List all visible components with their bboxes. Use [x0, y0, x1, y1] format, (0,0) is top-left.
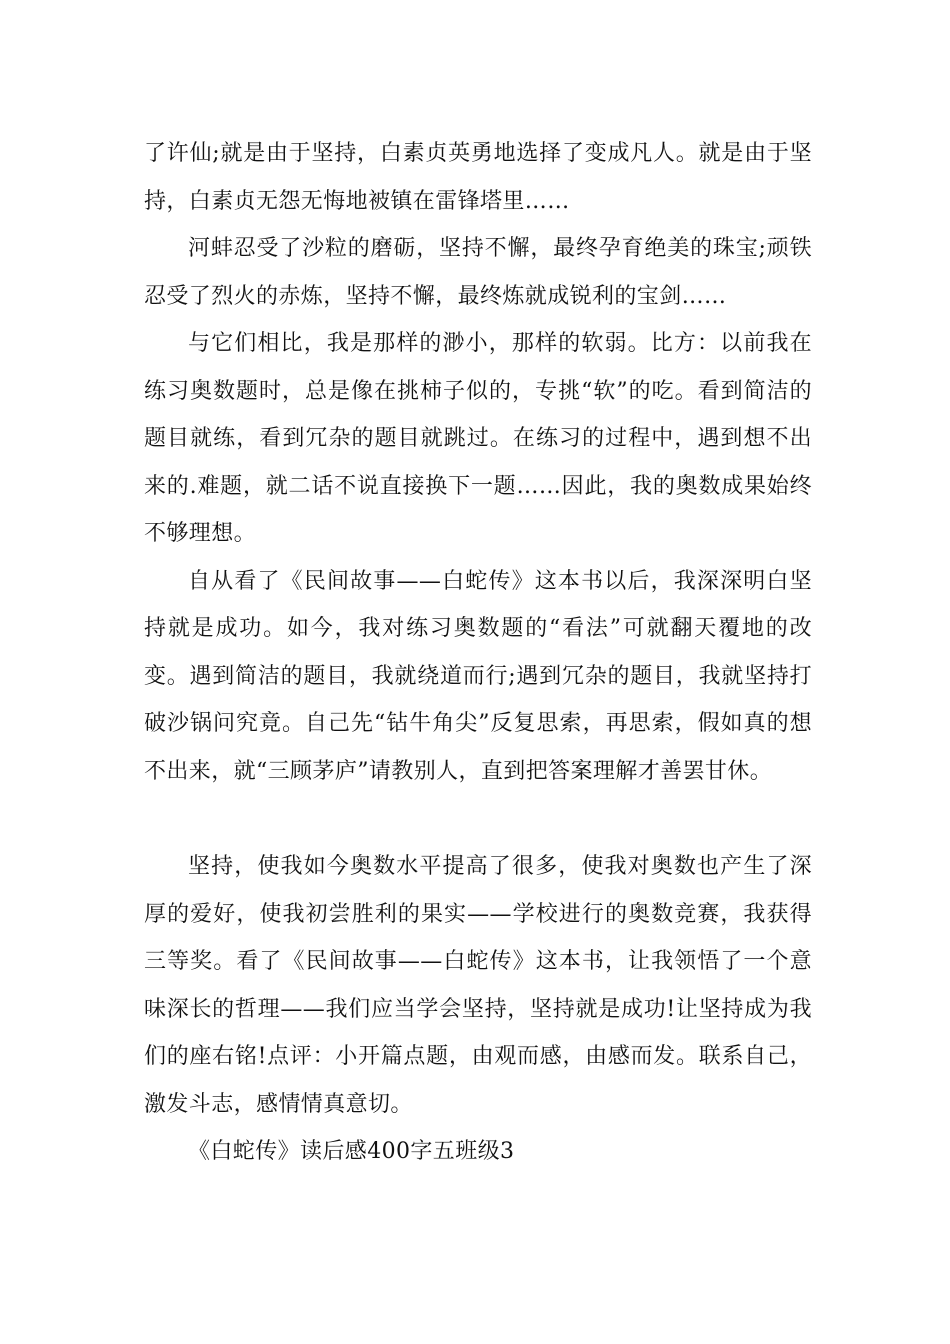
document-body [144, 130, 812, 1176]
section-heading: 《白蛇传》读后感400字五班级3 [188, 1139, 515, 1164]
paragraph-1: 了许仙;就是由于坚持，白素贞英勇地选择了变成凡人。就是由于坚持，白素贞无怨无悔地被镇在雷锋塔里…… [144, 141, 812, 214]
paragraph-2: 河蚌忍受了沙粒的磨砺，坚持不懈，最终孕育绝美的珠宝;顽铁忍受了烈火的赤炼，坚持不懈，最终炼就成锐利的宝剑…… [144, 236, 812, 309]
paragraph-5: 坚持，使我如今奥数水平提高了很多，使我对奥数也产生了深厚的爱好，使我初尝胜利的果实——学校进行的奥数竞赛，我获得三等奖。看了《民间故事——白蛇传》这本书，让我领悟了一个意味深长的哲理——我们应当学会坚持，坚持就是成功!让坚持成为我们的座右铭!点评：小开篇点题，由观而感，由感而发。联系自己，激发斗志，感情情真意切。 [144, 854, 812, 1117]
paragraph-spacer [144, 795, 812, 843]
paragraph-3: 与它们相比，我是那样的渺小，那样的软弱。比方：以前我在练习奥数题时，总是像在挑柿子似的，专挑“软”的吃。看到简洁的题目就练，看到冗杂的题目就跳过。在练习的过程中，遇到想不出来的.难题，就二话不说直接换下一题……因此，我的奥数成果始终不够理想。 [144, 331, 812, 546]
paragraph-4: 自从看了《民间故事——白蛇传》这本书以后，我深深明白坚持就是成功。如今，我对练习奥数题的“看法”可就翻天覆地的改变。遇到简洁的题目，我就绕道而行;遇到冗杂的题目，我就坚持打破沙锅问究竟。自己先“钻牛角尖”反复思索，再思索，假如真的想不出来，就“三顾茅庐”请教别人，直到把答案理解才善罢甘休。 [144, 568, 812, 784]
